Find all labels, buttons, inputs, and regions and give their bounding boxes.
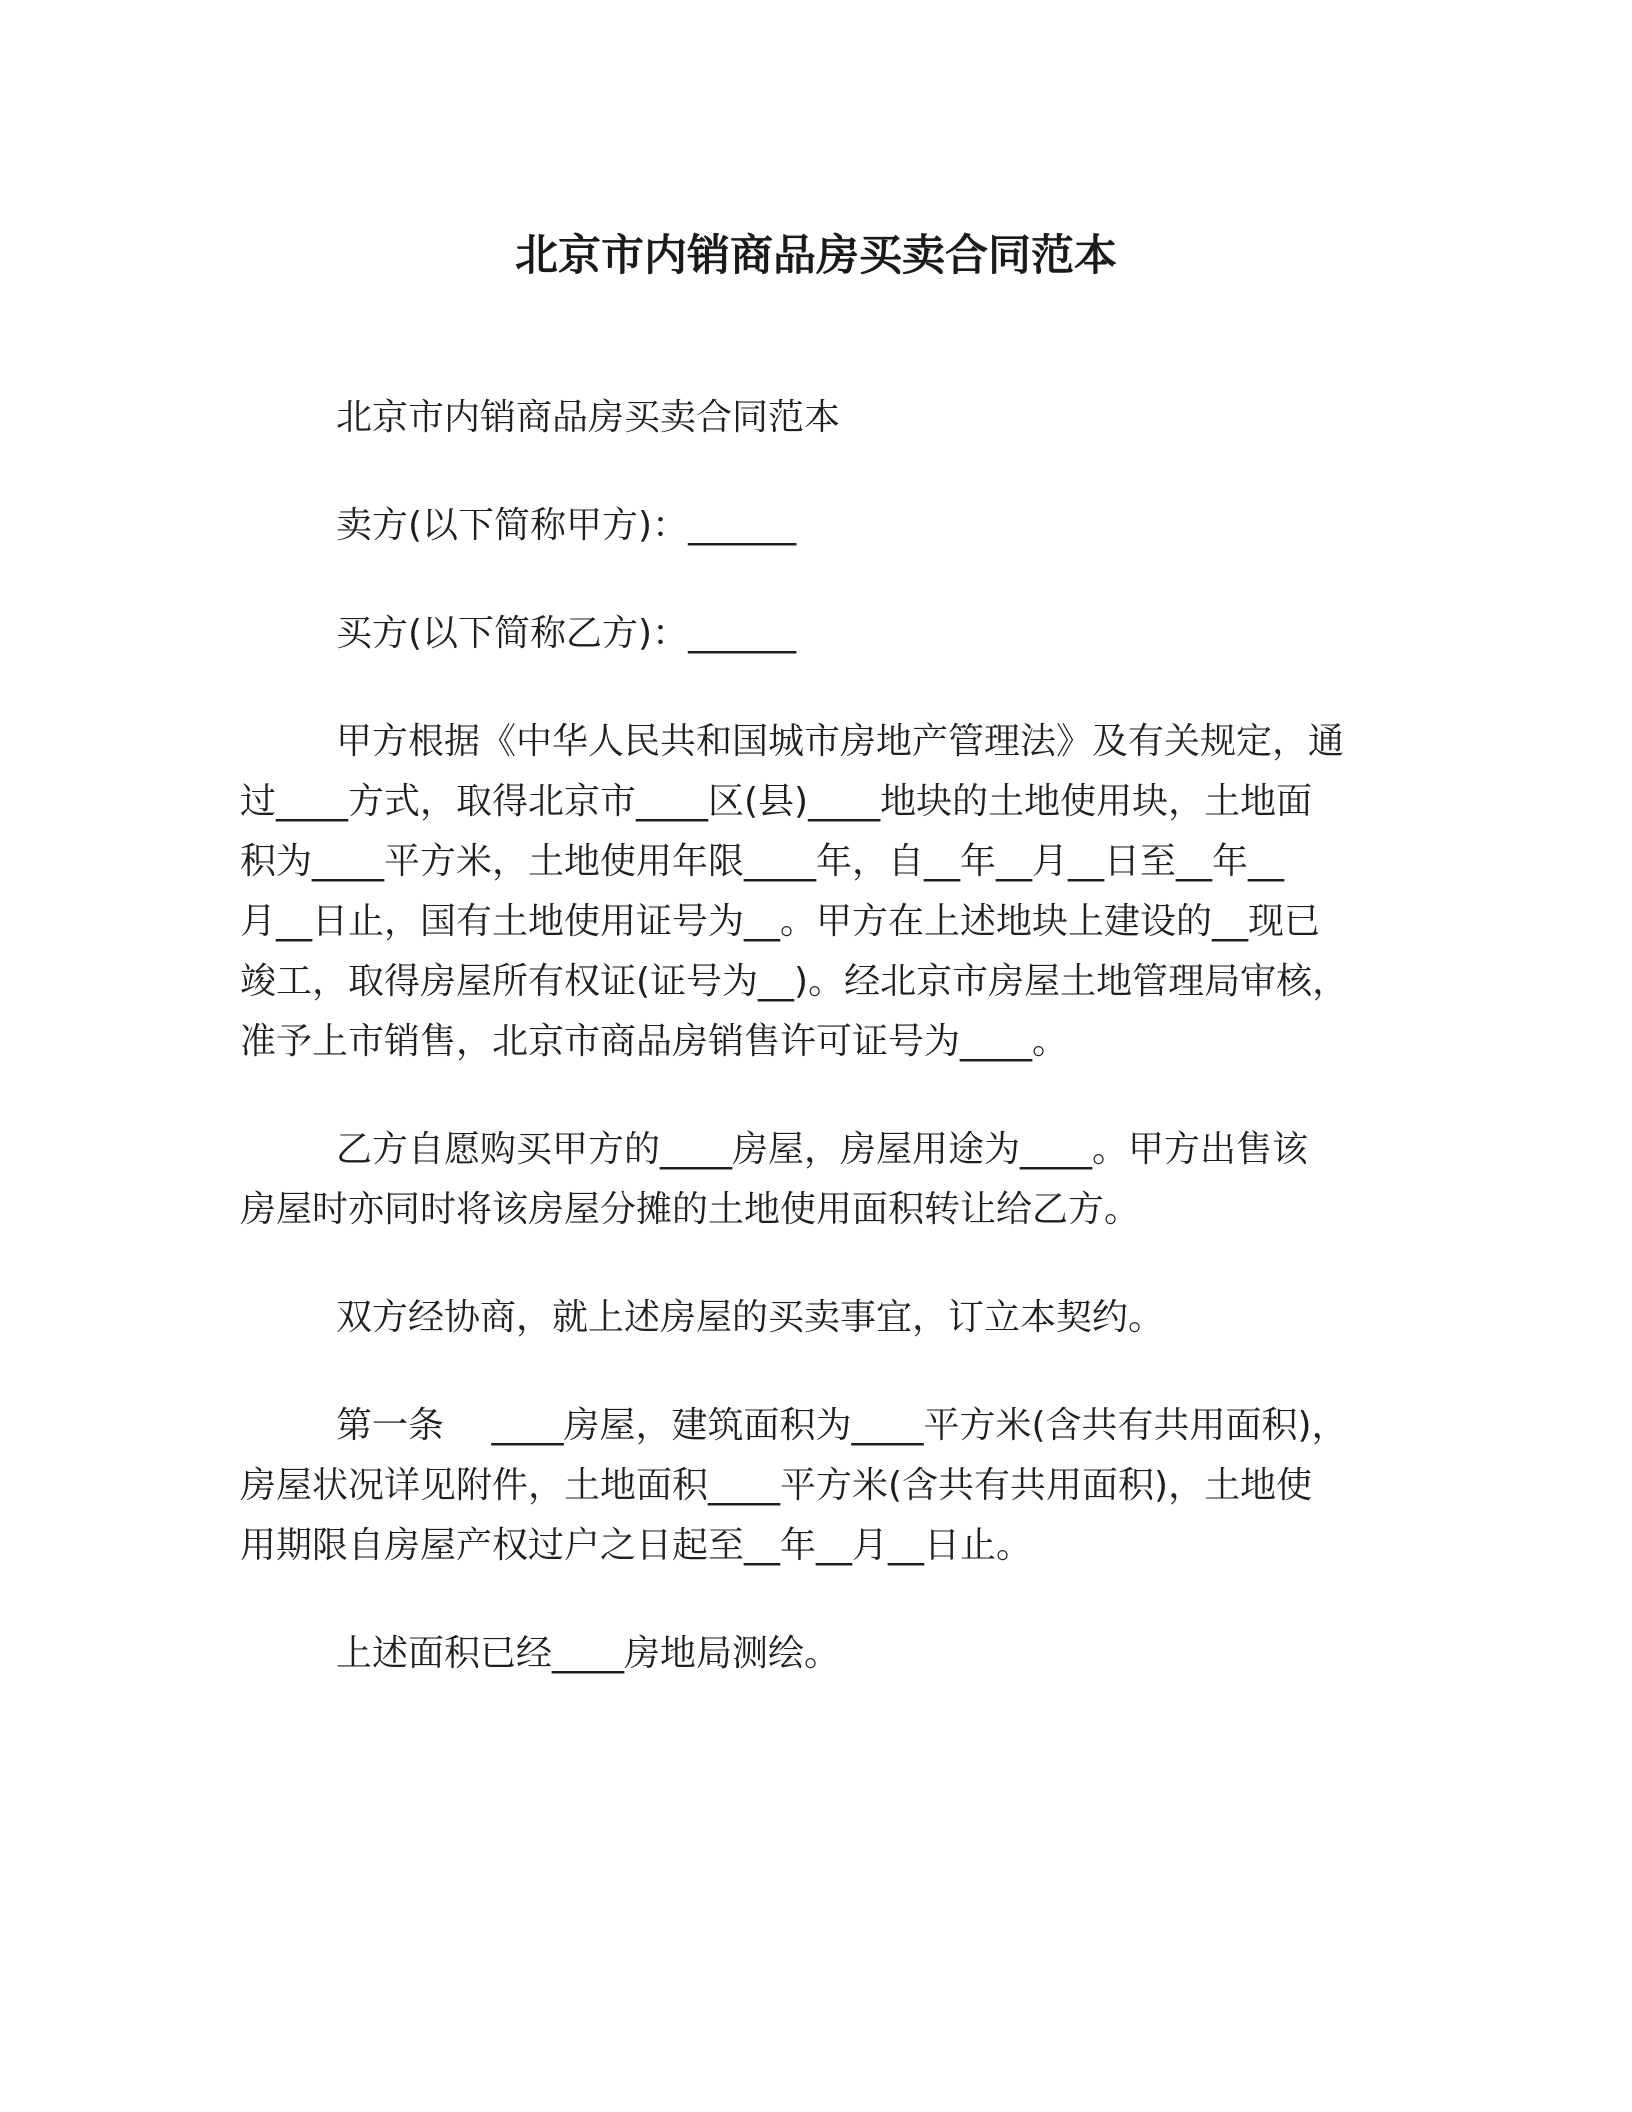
paragraph-land-use: [240, 716, 1372, 1068]
paragraph-line: 房屋时亦同时将该房屋分摊的土地使用面积转让给乙方。: [240, 1189, 1141, 1230]
paragraph-line: 积为____平方米，土地使用年限____年，自__年__月__日至__年__: [240, 841, 1285, 882]
paragraph-purchase: [240, 1124, 1372, 1236]
document-body: [240, 392, 1372, 1680]
paragraph-line: 第一条 ____房屋，建筑面积为____平方米(含共有共用面积)，: [336, 1405, 1348, 1446]
seller-line: 卖方(以下简称甲方)：______: [336, 505, 797, 546]
paragraph-survey: 上述面积已经____房地局测绘。: [336, 1633, 841, 1674]
paragraph-line: 乙方自愿购买甲方的____房屋，房屋用途为____。甲方出售该: [336, 1129, 1309, 1170]
document-title: 北京市内销商品房买卖合同范本: [515, 231, 1117, 281]
paragraph-line: 竣工，取得房屋所有权证(证号为__)。经北京市房屋土地管理局审核，: [240, 961, 1349, 1002]
document-subtitle: 北京市内销商品房买卖合同范本: [336, 397, 841, 438]
paragraph-line: 准予上市销售，北京市商品房销售许可证号为____。: [240, 1021, 1069, 1062]
paragraph-line: 甲方根据《中华人民共和国城市房地产管理法》及有关规定，通: [336, 721, 1345, 762]
paragraph-line: 用期限自房屋产权过户之日起至__年__月__日止。: [240, 1525, 1033, 1566]
paragraph-line: 过____方式，取得北京市____区(县)____地块的土地使用块，土地面: [240, 781, 1313, 822]
paragraph-line: 月__日止，国有土地使用证号为__。甲方在上述地块上建设的__现已: [240, 901, 1321, 942]
article-one: [240, 1400, 1372, 1572]
buyer-line: 买方(以下简称乙方)：______: [336, 613, 797, 654]
paragraph-agreement: 双方经协商，就上述房屋的买卖事宜，订立本契约。: [336, 1297, 1165, 1338]
paragraph-line: 房屋状况详见附件，土地面积____平方米(含共有共用面积)，土地使: [240, 1465, 1313, 1506]
